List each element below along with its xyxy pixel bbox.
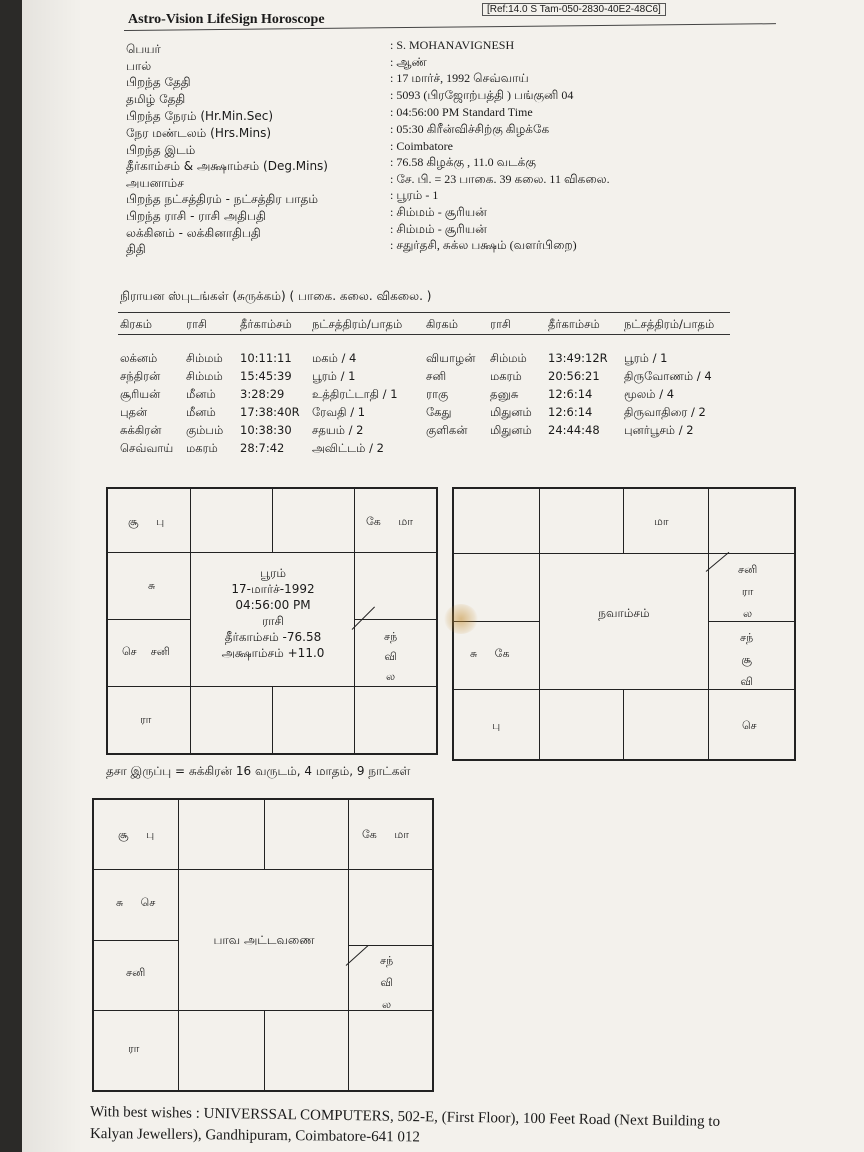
dasa-balance: தசா இருப்பு = சுக்கிரன் 16 வருடம், 4 மாதம், 9 நாட்கள் <box>106 764 411 778</box>
table-cell: குளிகன் <box>426 423 468 437</box>
table-header: கிரகம் <box>120 317 152 331</box>
table-cell: 17:38:40R <box>240 405 300 419</box>
detail-value: : சதுர்தசி, சுக்ல பக்ஷம் (வளர்பிறை) <box>390 238 577 252</box>
rasi-cell-capricorn: செ சனி <box>122 645 170 658</box>
detail-label: பிறந்த இடம் <box>126 143 196 157</box>
rasi-chart-center: பூரம் 17-மார்ச்-1992 04:56:00 PM ராசி தீர்காம்சம் -76.58 அக்ஷாம்சம் +11.0 <box>221 566 325 660</box>
table-rule <box>118 334 730 335</box>
table-cell: சிம்மம் <box>186 369 223 383</box>
table-cell: 12:6:14 <box>548 405 593 419</box>
detail-value: : 5093 (பிரஜோற்பத்தி ) பங்குனி 04 <box>390 88 574 102</box>
detail-label: திதி <box>126 242 146 256</box>
detail-value: : 76.58 கிழக்கு , 11.0 வடக்கு <box>390 155 536 169</box>
navamsa-cell-capricorn: சு கே <box>470 647 510 660</box>
detail-label: பெயர் <box>126 42 161 56</box>
detail-label: பிறந்த ராசி - ராசி அதிபதி <box>126 209 266 223</box>
table-cell: சந்திரன் <box>120 369 161 383</box>
table-cell: 24:44:48 <box>548 423 600 437</box>
footer-line-1: With best wishes : UNIVERSSAL COMPUTERS, 502-E, (First Floor), 100 Feet Road (Next Building to <box>89 1104 721 1130</box>
bhava-cell-capricorn: சனி <box>126 966 146 979</box>
detail-label: பால் <box>126 59 152 73</box>
detail-label: லக்கினம் - லக்கினாதிபதி <box>126 226 261 240</box>
detail-value: : ஆண் <box>390 55 427 69</box>
detail-value: : சே. பி. = 23 பாகை. 39 கலை. 11 விகலை. <box>390 172 610 186</box>
bhava-cell-leo: சந் வி ல <box>380 954 394 1011</box>
rasi-chart <box>106 487 438 755</box>
detail-value: : Coimbatore <box>390 139 453 153</box>
table-cell: சுக்கிரன் <box>120 423 162 437</box>
bhava-cell-sagittarius: ரா <box>128 1042 140 1055</box>
table-cell: சூரியன் <box>120 387 161 401</box>
navamsa-chart <box>452 487 796 761</box>
table-cell: மகரம் <box>490 369 522 383</box>
section-title: நிராயன ஸ்புடங்கள் (சுருக்கம்) ( பாகை. கலை. விகலை. ) <box>120 289 432 303</box>
table-rule <box>118 312 730 313</box>
table-cell: மிதுனம் <box>490 423 532 437</box>
table-cell: புனர்பூசம் / 2 <box>624 423 694 437</box>
rasi-cell-pisces: சூ பு <box>128 515 165 528</box>
table-cell: ராகு <box>426 387 449 401</box>
table-header: கிரகம் <box>426 317 458 331</box>
table-cell: 3:28:29 <box>240 387 285 401</box>
table-cell: லக்னம் <box>120 351 158 365</box>
table-cell: கும்பம் <box>186 423 224 437</box>
detail-value: : சிம்மம் - சூரியன் <box>390 222 487 236</box>
table-cell: அவிட்டம் / 2 <box>312 441 384 455</box>
navamsa-cell-virgo: செ <box>742 719 757 732</box>
navamsa-cell-taurus: மா <box>654 515 669 528</box>
table-cell: மீனம் <box>186 387 216 401</box>
table-cell: வியாழன் <box>426 351 476 365</box>
reference-code: [Ref:14.0 S Tam-050-2830-40E2-48C6] <box>482 3 666 16</box>
navamsa-chart-center: நவாம்சம் <box>598 606 650 620</box>
detail-value: : S. MOHANAVIGNESH <box>390 38 515 52</box>
table-cell: சிம்மம் <box>186 351 223 365</box>
table-cell: மகரம் <box>186 441 218 455</box>
table-cell: திருவோணம் / 4 <box>624 369 712 383</box>
table-cell: 10:11:11 <box>240 351 292 365</box>
table-cell: சதயம் / 2 <box>312 423 364 437</box>
table-cell: தனுசு <box>490 387 519 401</box>
navamsa-cell-cancer: சனி ரா ல <box>738 563 758 620</box>
table-cell: மூலம் / 4 <box>624 387 675 401</box>
table-header: ராசி <box>186 317 207 331</box>
rasi-cell-leo: சந் வி ல <box>384 630 398 683</box>
table-cell: திருவாதிரை / 2 <box>624 405 706 419</box>
stain-mark <box>444 604 478 634</box>
table-cell: 20:56:21 <box>548 369 600 383</box>
table-header: தீர்காம்சம் <box>240 317 292 331</box>
detail-value: : சிம்மம் - சூரியன் <box>390 205 487 219</box>
rasi-cell-sagittarius: ரா <box>140 713 152 726</box>
report-title: Astro-Vision LifeSign Horoscope <box>128 12 325 27</box>
table-cell: செவ்வாய் <box>120 441 174 455</box>
detail-label: அயனாம்ச <box>126 176 184 190</box>
detail-label: தீர்காம்சம் & அக்ஷாம்சம் (Deg.Mins) <box>126 159 328 173</box>
detail-label: பிறந்த நேரம் (Hr.Min.Sec) <box>126 109 274 123</box>
table-cell: பூரம் / 1 <box>312 369 356 383</box>
detail-value: : பூரம் - 1 <box>390 188 439 202</box>
bhava-chart <box>92 798 434 1092</box>
table-cell: சனி <box>426 369 447 383</box>
table-header: தீர்காம்சம் <box>548 317 600 331</box>
table-cell: மிதுனம் <box>490 405 532 419</box>
navamsa-cell-sagittarius: பு <box>492 719 501 732</box>
table-cell: 28:7:42 <box>240 441 285 455</box>
table-cell: சிம்மம் <box>490 351 527 365</box>
detail-label: பிறந்த தேதி <box>126 75 191 89</box>
table-cell: பூரம் / 1 <box>624 351 668 365</box>
detail-value: : 17 மார்ச், 1992 செவ்வாய் <box>390 71 529 85</box>
table-header: நட்சத்திரம்/பாதம் <box>624 317 715 331</box>
table-cell: 15:45:39 <box>240 369 292 383</box>
table-header: நட்சத்திரம்/பாதம் <box>312 317 403 331</box>
bhava-cell-pisces: சூ பு <box>118 828 155 841</box>
rasi-cell-aquarius: சு <box>148 579 156 592</box>
bhava-cell-aquarius: சு செ <box>116 896 156 909</box>
page-shadow <box>22 0 82 1152</box>
detail-value: : 04:56:00 PM Standard Time <box>390 105 533 119</box>
table-cell: உத்திரட்டாதி / 1 <box>312 387 398 401</box>
table-cell: ரேவதி / 1 <box>312 405 366 419</box>
table-cell: புதன் <box>120 405 148 419</box>
table-cell: 13:49:12R <box>548 351 608 365</box>
table-cell: 12:6:14 <box>548 387 593 401</box>
detail-label: பிறந்த நட்சத்திரம் - நட்சத்திர பாதம் <box>126 192 319 206</box>
detail-label: தமிழ் தேதி <box>126 92 186 106</box>
bhava-cell-gemini: கே மா <box>362 828 409 841</box>
footer-line-2: Kalyan Jewellers), Gandhipuram, Coimbatore-641 012 <box>89 1126 420 1146</box>
rasi-cell-gemini: கே மா <box>366 515 413 528</box>
table-cell: மகம் / 4 <box>312 351 357 365</box>
bhava-chart-center: பாவ அட்டவணை <box>213 933 315 947</box>
table-cell: மீனம் <box>186 405 216 419</box>
detail-value: : 05:30 கிரீன்விச்சிற்கு கிழக்கே <box>390 122 550 136</box>
navamsa-cell-leo: சந் சூ வி <box>740 631 754 688</box>
table-header: ராசி <box>490 317 511 331</box>
table-cell: கேது <box>426 405 452 419</box>
detail-label: நேர மண்டலம் (Hrs.Mins) <box>126 126 272 140</box>
table-cell: 10:38:30 <box>240 423 292 437</box>
